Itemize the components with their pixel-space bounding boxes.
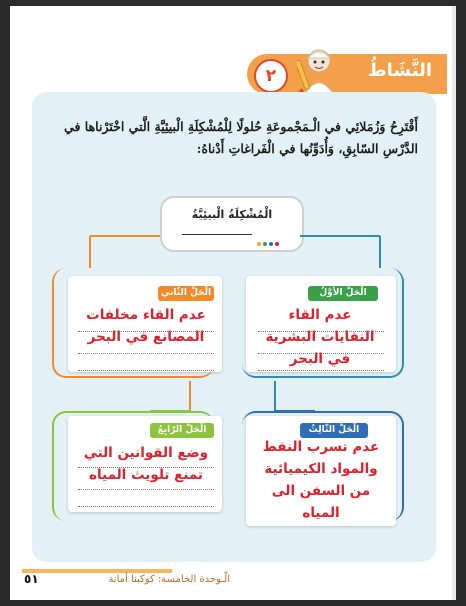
solution-fourth-line-3 (78, 506, 214, 507)
footer-bar (22, 569, 172, 573)
solution-fourth-line-1 (78, 467, 214, 468)
solution-fourth-tag: الْحَلُّ الرّابِعُ (150, 423, 214, 438)
solution-second-line-1 (78, 331, 214, 332)
footer-unit-text: الْـوحدة الخامسة: كوكبنا أمانة (108, 574, 230, 585)
solution-second-answer[interactable]: عدم القاء مخلفات المصانع في البحر (86, 307, 206, 345)
solution-fourth-line-2 (78, 489, 214, 490)
solution-third-tag: الْحَلُّ الثّالِثُ (300, 423, 368, 438)
solution-first-line-2 (258, 353, 384, 354)
solution-first-tag: الْحَلُّ الأَوَّلُ (308, 286, 378, 301)
solution-fourth-answer[interactable]: وضع القوانين التي تمنع تلويث المياه (83, 445, 209, 483)
solution-first-line-3 (258, 370, 384, 371)
activity-title: النَّشَاطُ (367, 60, 433, 81)
workbook-page (10, 6, 456, 600)
problem-label: الْمُشْكِلَةُ الْبيئِيَّةُ (191, 208, 273, 221)
activity-instruction: أَقْتَرِحُ وَزُمَلائِي في الْـمَجْموعَةِ حُلولًا لِلْمُشْكِلَةِ الْبيئِيَّةِ الَّتي اخْتَرْناها في الدَّرْسِ السّابِقِ، وَأُدَوِّنُها في الْفَراغاتِ أَدْناهُ: (64, 119, 418, 156)
solution-second-line-3 (78, 370, 214, 371)
solution-first-answer[interactable]: عدم القاء النفايات البشرية في البحر (265, 307, 375, 367)
solution-first-line-1 (258, 331, 384, 332)
solution-second-tag: الْحَلُّ الثّاني (158, 286, 214, 301)
solution-second-line-2 (78, 353, 214, 354)
activity-number-badge: ٢ (254, 59, 288, 93)
page-number: ٥١ (24, 572, 39, 586)
solution-third-answer[interactable]: عدم تسرب النفط والمواد الكيميائية من السفن الى المياه (262, 439, 380, 521)
